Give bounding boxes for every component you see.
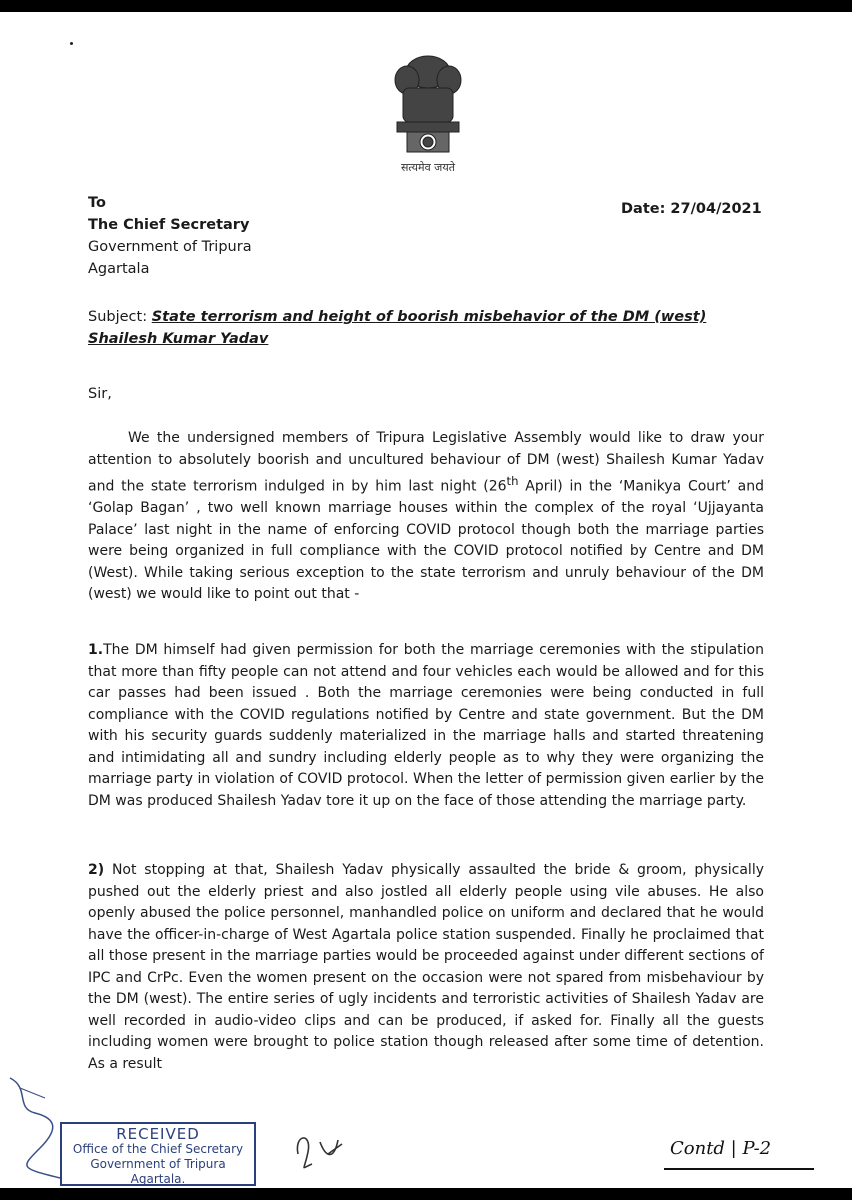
paragraph-point-2	[88, 860, 764, 1075]
speck	[70, 42, 73, 45]
recipient-city: Agartala	[88, 261, 150, 277]
paragraph-intro	[88, 428, 764, 606]
intro-text-a: We the undersigned members of Tripura Legislative Assembly would like to draw your attention to absolutely boorish and uncultured behaviour of DM (west) Shailesh Kumar Yadav and the state terrorism indulged in by him last night (26	[88, 430, 764, 495]
point-1-number: 1.	[88, 642, 104, 658]
top-border	[0, 0, 852, 12]
stamp-government: Government of Tripura	[90, 1157, 226, 1171]
point-1-text: The DM himself had given permission for both the marriage ceremonies with the stipulation that more than fifty people can not attend and four vehicles each would be allowed and for this car passes had been issued . Both the marriage ceremonies were being conducted in full compliance with the COVID regulations notified by Centre and state government. But the DM with his security guards suddenly materialized in the marriage halls and started threatening and intimidating all and sundry including elderly people as to why they were organizing the marriage party in violation of COVID protocol. When the letter of permission given earlier by the DM was produced Shailesh Yadav tore it up on the face of those attending the marriage party.	[88, 642, 764, 809]
recipient-office: Government of Tripura	[88, 239, 252, 255]
signature-icon	[290, 1124, 360, 1176]
paragraph-point-1	[88, 640, 764, 812]
stamp-city: Agartala.	[130, 1172, 186, 1186]
salutation: Sir,	[88, 386, 112, 402]
to-label: To	[88, 195, 106, 211]
subject-line	[88, 306, 768, 350]
recipient: The Chief Secretary	[88, 217, 250, 233]
national-emblem-icon	[383, 50, 473, 160]
intro-superscript: th	[506, 474, 519, 488]
letter-date: Date: 27/04/2021	[621, 201, 762, 217]
intro-text-b: April) in the ‘Manikya Court’ and ‘Golap Bagan’ , two well known marriage houses within the complex of the royal ‘Ujjayanta Palace’ last night in the name of enforcing COVID protocol though both the marriage parties were being organized in full compliance with the COVID protocol notified by Centre and DM (West). While taking serious exception to the state terrorism and unruly behaviour of the DM (west) we would like to point out that -	[88, 478, 764, 603]
subject-label: Subject:	[88, 309, 148, 325]
point-2-number: 2)	[88, 862, 105, 878]
point-2-text: Not stopping at that, Shailesh Yadav physically assaulted the bride & groom, physically pushed out the elderly priest and also jostled all elderly people using vile abuses. He also openly abused the police personnel, manhandled police on uniform and declared that he would have the officer-in-charge of West Agartala police station suspended. Finally he proclaimed that all those present in the marriage parties would be proceeded against under different sections of IPC and CrPc. Even the women present on the occasion were not spared from misbehaviour by the DM (west). The entire series of ugly incidents and terroristic activities of Shailesh Yadav are well recorded in audio-video clips and can be produced, if asked for. Finally all the guests including women were brought to police station though released after some time of detention. As a result	[88, 862, 764, 1072]
stamp-office: Office of the Chief Secretary	[72, 1142, 244, 1156]
subject-text: State terrorism and height of boorish misbehavior of the DM (west) Shailesh Kumar Yadav	[88, 309, 707, 347]
stamp-received: RECEIVED	[116, 1125, 200, 1143]
continued-underline	[664, 1168, 814, 1170]
address-block	[88, 192, 252, 280]
received-stamp	[60, 1122, 256, 1186]
emblem-motto: सत्यमेव जयते	[400, 161, 455, 174]
bottom-border	[0, 1188, 852, 1200]
continued-note: Contd | P-2	[670, 1138, 772, 1159]
